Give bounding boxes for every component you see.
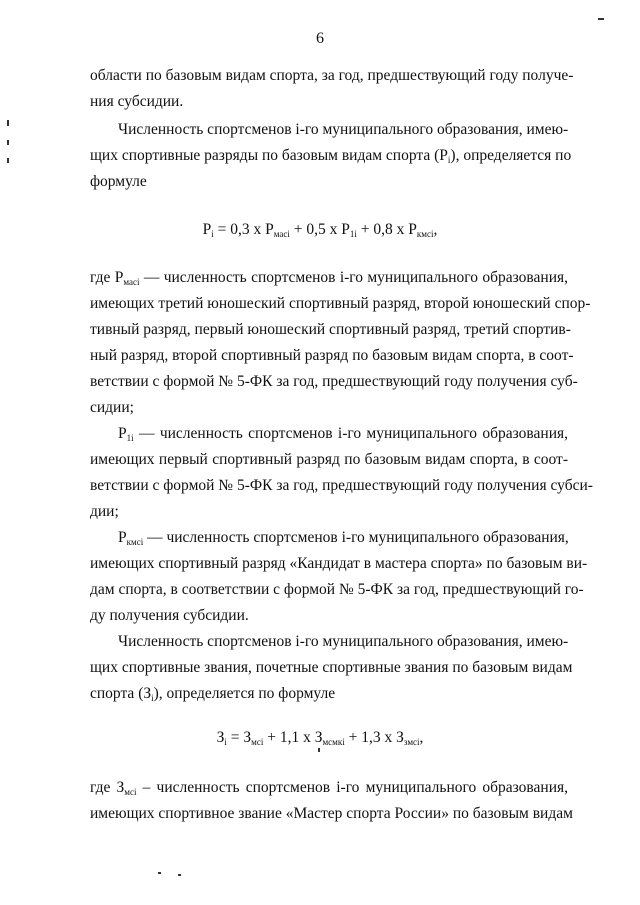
subscript: 1i <box>349 229 357 239</box>
text-line: имеющих спортивный разряд «Кандидат в мастера спорта» по базовым ви- <box>90 555 588 572</box>
subscript: кмсi <box>126 537 144 547</box>
text-run: где З <box>90 779 125 796</box>
scan-speck <box>7 158 9 163</box>
text-line: сидии; <box>90 399 134 416</box>
text-run: спорта (З <box>90 685 152 702</box>
subscript: масi <box>123 277 140 287</box>
scan-speck <box>7 120 9 126</box>
text-run: где P <box>90 269 124 286</box>
text-line: Численность спортсменов i-го муниципального образования, имею- <box>118 121 569 138</box>
text-line: имеющих первый спортивный разряд по базовым видам спорта, в соот- <box>90 451 568 468</box>
text-line: Численность спортсменов i-го муниципального образования, имею- <box>118 633 569 650</box>
text-line: ния субсидии. <box>90 93 184 110</box>
scan-speck <box>7 140 9 145</box>
text-run: — численность спортсменов i-го муниципального образования, <box>143 529 569 546</box>
text-run: – численность спортсменов i-го муниципального образования, <box>136 779 569 796</box>
formula-term: = 0,3 x P <box>213 221 274 238</box>
text-run: ), определяется по формуле <box>153 685 336 702</box>
text-line: ду получения субсидии. <box>90 607 249 624</box>
subscript: кмсi <box>416 229 434 239</box>
formula-term: + 0,8 x P <box>356 221 417 238</box>
text-line: тивный разряд, первый юношеский спортивный разряд, третий спортив- <box>90 321 571 338</box>
page-number: 6 <box>316 30 324 47</box>
subscript: мсмкi <box>322 737 345 747</box>
text-line <box>90 146 572 166</box>
subscript: 1i <box>126 433 134 443</box>
subscript: змсi <box>403 737 420 747</box>
text-run: щих спортивные разряды по базовым видам спорта (P <box>90 147 448 164</box>
scan-speck <box>178 874 181 876</box>
formula-symbol: P <box>202 221 212 238</box>
scan-speck <box>158 872 161 874</box>
scan-speck <box>318 748 320 752</box>
text-line <box>118 528 568 548</box>
formula-pi <box>0 220 640 240</box>
subscript: i <box>151 693 154 703</box>
text-line: формуле <box>90 173 147 190</box>
formula-term: + 1,1 x З <box>263 729 323 746</box>
text-line: области по базовым видам спорта, за год, предшествующий году получе- <box>90 67 574 84</box>
scan-speck <box>598 18 604 20</box>
text-run: P <box>118 529 127 546</box>
text-line <box>90 684 568 704</box>
subscript: i <box>447 155 451 165</box>
text-run: P <box>118 425 127 442</box>
formula-term: = З <box>226 729 252 746</box>
text-run: ), определяется по <box>450 147 572 164</box>
subscript: мсi <box>251 737 264 747</box>
text-line: ветствии с формой № 5-ФК за год, предшествующий году получения субси- <box>90 477 593 494</box>
text-line <box>90 778 568 798</box>
text-line <box>90 268 568 288</box>
text-run: — численность спортсменов i-го муниципального образования, <box>133 425 568 442</box>
text-line <box>118 424 568 444</box>
text-line: ный разряд, второй спортивный разряд по базовым видам спорта, в соот- <box>90 347 574 364</box>
text-line: ветствии с формой № 5-ФК за год, предшествующий году получения суб- <box>90 373 578 390</box>
subscript: i <box>224 737 227 747</box>
formula-term: + 0,5 x P <box>289 221 350 238</box>
text-run: — численность спортсменов i-го муниципального образования, <box>139 269 568 286</box>
subscript: мсi <box>124 787 137 797</box>
text-line: щих спортивные звания, почетные спортивные звания по базовым видам <box>90 659 573 676</box>
formula-term: , <box>419 729 424 746</box>
subscript: масi <box>273 229 290 239</box>
text-line: имеющих третий юношеский спортивный разряд, второй юношеский спор- <box>90 295 591 312</box>
text-line: имеющих спортивное звание «Мастер спорта России» по базовым видам <box>90 805 573 822</box>
formula-symbol: З <box>216 729 225 746</box>
subscript: i <box>211 229 214 239</box>
text-line: дам спорта, в соответствии с формой № 5-ФК за год, предшествующий го- <box>90 581 584 598</box>
formula-term: , <box>433 221 438 238</box>
text-line: дии; <box>90 503 119 520</box>
formula-term: + 1,3 x З <box>344 729 404 746</box>
formula-zi <box>0 728 640 748</box>
